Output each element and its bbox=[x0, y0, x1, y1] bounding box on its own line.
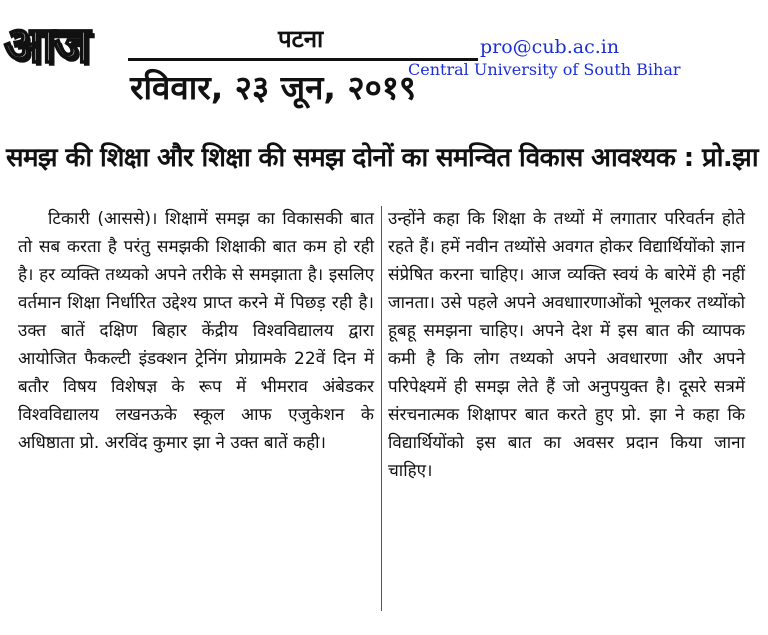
email-stamp: pro@cub.ac.in bbox=[480, 36, 620, 58]
article-column-left bbox=[18, 205, 374, 457]
article-headline: समझ की शिक्षा और शिक्षा की समझ दोनों का समन्वित विकास आवश्यक : प्रो.झा bbox=[6, 143, 758, 173]
university-stamp: Central University of South Bihar bbox=[408, 60, 681, 79]
article-paragraph-right: उन्होंने कहा कि शिक्षा के तथ्यों में लगातार परिवर्तन होते रहते हैं। हमें नवीन तथ्योंसे अवगत होकर विद्यार्थियोंको ज्ञान संप्रेषित करना चाहिए। आज व्यक्ति स्वयं के बारेमें ही नहीं जानता। उसे पहले अपने अवधाारणाओंको भूलकर तथ्योंको हूबहू समझना चाहिए। अपने देश में इस बात की व्यापक कमी है कि लोग तथ्यको अपने अवधारणा और अपने परिपेक्ष्यमें ही समझ लेते हैं जो अनुपयुक्त है। दूसरे सत्रमें संरचनात्मक शिक्षापर बात करते हुए प्रो. झा ने कहा कि विद्यार्थियोंको इस बात का अवसर प्रदान किया जाना चाहिए। bbox=[388, 209, 745, 481]
newspaper-masthead: आज bbox=[4, 16, 89, 74]
column-divider bbox=[381, 206, 382, 611]
dateline: रविवार, २३ जून, २०१९ bbox=[130, 68, 417, 107]
article-paragraph-left: टिकारी (आससे)। शिक्षामें समझ का विकासकी बात तो सब करता है परंतु समझकी शिक्षाकी बात कम हो रही है। हर व्यक्ति तथ्यको अपने तरीके से समझाता है। इसलिए वर्तमान शिक्षा निर्धारित उद्देश्य प्राप्त करने में पिछड़ रही है। उक्त बातें दक्षिण बिहार केंद्रीय विश्वविद्यालय द्वारा आयोजित फैकल्टी इंडक्शन ट्रेनिंग प्रोग्रामके 22वें दिन में बतौर विषय विशेषज्ञ के रूप में भीमराव अंबेडकर विश्वविद्यालय लखनऊके स्कूल आफ एजुकेशन के अधिष्ठाता प्रो. अरविंद कुमार झा ने उक्त बातें कही। bbox=[18, 209, 374, 453]
article-column-right bbox=[388, 205, 745, 485]
city-label: पटना bbox=[278, 25, 324, 53]
